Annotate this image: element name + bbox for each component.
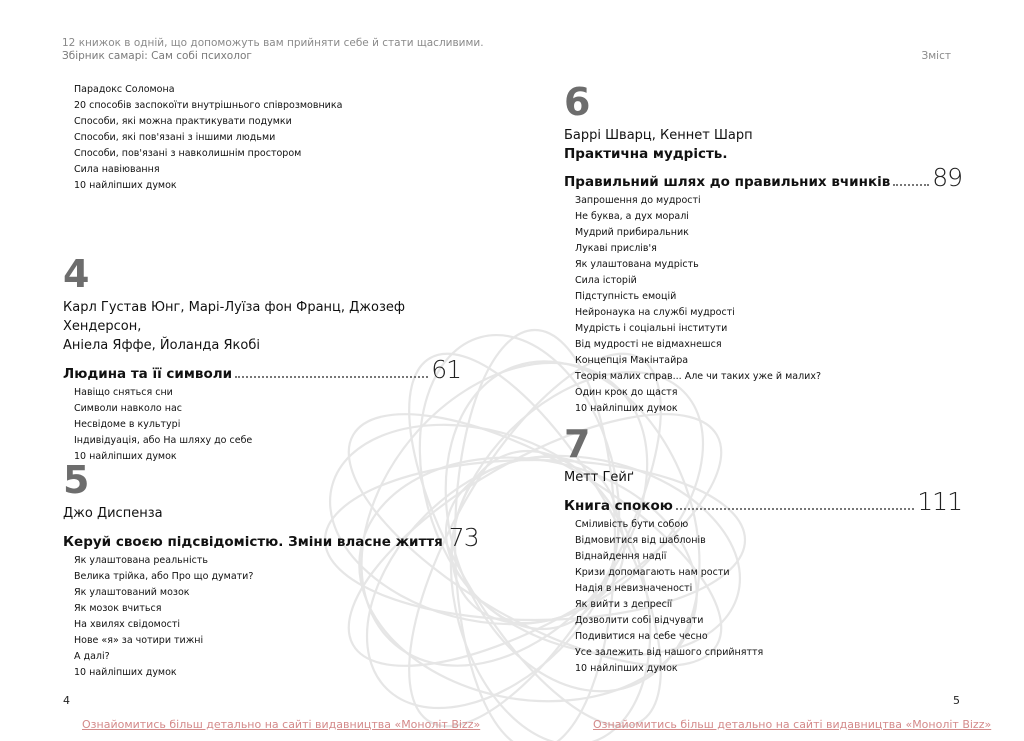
chapter-page-number: 89 bbox=[932, 163, 962, 192]
toc-subitem: Навіщо сняться сни bbox=[74, 387, 173, 398]
toc-subitem: Сила історій bbox=[575, 275, 637, 286]
toc-subitem: Підступність емоцій bbox=[575, 291, 677, 302]
dot-leader bbox=[235, 375, 428, 378]
toc-subitem: Віднайдення надії bbox=[575, 551, 667, 562]
toc-subitem: 10 найліпших думок bbox=[74, 451, 177, 462]
chapter-authors bbox=[63, 298, 461, 355]
toc-subitem: Сміливість бути собою bbox=[575, 519, 689, 530]
chapter-title-line1: Практична мудрість. bbox=[564, 146, 728, 162]
chapter-number: 5 bbox=[63, 458, 89, 502]
chapter-title: Книга спокою bbox=[564, 498, 673, 514]
toc-subitem: 10 найліпших думок bbox=[575, 403, 678, 414]
chapter-number: 7 bbox=[564, 422, 590, 466]
page-number-left: 4 bbox=[63, 694, 70, 707]
toc-subitem: Запрошення до мудрості bbox=[575, 195, 701, 206]
toc-subitem: Відмовитися від шаблонів bbox=[575, 535, 706, 546]
authors-line: Баррі Шварц, Кеннет Шарп bbox=[564, 128, 753, 143]
toc-subitem: Несвідоме в культурі bbox=[74, 419, 181, 430]
authors-line: Аніела Яффе, Йоланда Якобі bbox=[63, 338, 260, 353]
toc-subitem: Усе залежить від нашого сприйняття bbox=[575, 647, 764, 658]
dot-leader bbox=[893, 183, 929, 186]
chapter-authors bbox=[564, 126, 962, 145]
chapter-6 bbox=[564, 82, 962, 417]
chapter-title-link[interactable] bbox=[63, 523, 479, 552]
toc-subitem: Нове «я» за чотири тижні bbox=[74, 635, 204, 646]
chapter-4 bbox=[63, 254, 461, 465]
chapter-authors bbox=[564, 468, 962, 487]
publisher-link-left[interactable]: Ознайомитись більш детально на сайті видавництва «Моноліт Bizz» bbox=[82, 718, 481, 731]
toc-subitem: Сила навіювання bbox=[74, 164, 160, 175]
toc-subitem: Надія в невизначеності bbox=[575, 583, 693, 594]
toc-subitem: 10 найліпших думок bbox=[74, 667, 177, 678]
toc-subitem: Дозволити собі відчувати bbox=[575, 615, 704, 626]
chapter-5 bbox=[63, 458, 479, 681]
toc-subitem: Способи, які можна практикувати подумки bbox=[74, 116, 292, 127]
toc-subitem: Мудрий прибиральник bbox=[575, 227, 689, 238]
toc-subitem: 20 способів заспокоїти внутрішнього співрозмовника bbox=[74, 100, 343, 111]
chapter-title-link[interactable] bbox=[564, 165, 962, 191]
toc-subitem: Мудрість і соціальні інститути bbox=[575, 323, 728, 334]
toc-subitem: Від мудрості не відмахнешся bbox=[575, 339, 722, 350]
authors-line: Карл Густав Юнг, Марі-Луїза фон Франц, Джозеф Хендерсон, bbox=[63, 300, 406, 334]
toc-subitem: 10 найліпших думок bbox=[74, 180, 177, 191]
running-head bbox=[62, 37, 484, 63]
book-subtitle: 12 книжок в одній, що допоможуть вам прийняти себе й стати щасливими. bbox=[62, 37, 484, 49]
chapter-title-link[interactable] bbox=[564, 489, 962, 515]
toc-subitem: Способи, пов'язані з навколишнім простором bbox=[74, 148, 302, 159]
chapter-7 bbox=[564, 424, 962, 677]
authors-line: Метт Гейґ bbox=[564, 470, 634, 485]
toc-subitem: Один крок до щастя bbox=[575, 387, 678, 398]
toc-subitem: Як мозок вчиться bbox=[74, 603, 162, 614]
section-label: Зміст bbox=[921, 50, 951, 62]
toc-subitem: Як улаштована реальність bbox=[74, 555, 208, 566]
chapter-title: Людина та її символи bbox=[63, 366, 233, 382]
toc-subitem: Нейронаука на службі мудрості bbox=[575, 307, 735, 318]
authors-line: Джо Диспенза bbox=[63, 506, 163, 521]
toc-subitem: Як улаштований мозок bbox=[74, 587, 190, 598]
toc-subitem: Символи навколо нас bbox=[74, 403, 182, 414]
toc-subitem: На хвилях свідомості bbox=[74, 619, 181, 630]
toc-subitem: Як вийти з депресії bbox=[575, 599, 673, 610]
toc-subitem: Велика трійка, або Про що думати? bbox=[74, 571, 254, 582]
toc-subitem: Теорія малих справ... Але чи таких уже й малих? bbox=[575, 371, 821, 382]
toc-subitem: Парадокс Соломона bbox=[74, 84, 175, 95]
chapter-page-number: 111 bbox=[917, 487, 962, 516]
book-title: Збірник самарі: Сам собі психолог bbox=[62, 50, 252, 62]
chapter-page-number: 61 bbox=[431, 355, 461, 384]
chapter-title: Правильний шлях до правильних вчинків bbox=[564, 174, 891, 190]
toc-subitem: Не буква, а дух моралі bbox=[575, 211, 689, 222]
chapter-number: 4 bbox=[63, 252, 89, 296]
toc-subitem: 10 найліпших думок bbox=[575, 663, 678, 674]
chapter-title: Керуй своєю підсвідомістю. Зміни власне життя bbox=[63, 534, 443, 550]
publisher-link-right[interactable]: Ознайомитись більш детально на сайті видавництва «Моноліт Bizz» bbox=[593, 718, 992, 731]
chapter-page-number: 73 bbox=[448, 523, 479, 552]
toc-subitem: Концепція Макінтайра bbox=[575, 355, 689, 366]
chapter-number: 6 bbox=[564, 80, 590, 124]
toc-subitem: Як улаштована мудрість bbox=[575, 259, 699, 270]
toc-subitem: Способи, які пов'язані з іншими людьми bbox=[74, 132, 276, 143]
page-number-right: 5 bbox=[953, 694, 960, 707]
toc-subitem: Подивитися на себе чесно bbox=[575, 631, 708, 642]
toc-subitem: Кризи допомагають нам рости bbox=[575, 567, 730, 578]
toc-subitem: А далі? bbox=[74, 651, 110, 662]
toc-subitem: Індивідуація, або На шляху до себе bbox=[74, 435, 253, 446]
chapter-title-block bbox=[564, 145, 962, 163]
left-continued-list bbox=[63, 82, 461, 194]
toc-subitem: Лукаві прислів'я bbox=[575, 243, 657, 254]
chapter-title-link[interactable] bbox=[63, 357, 461, 383]
dot-leader bbox=[676, 507, 914, 510]
chapter-authors bbox=[63, 504, 461, 523]
